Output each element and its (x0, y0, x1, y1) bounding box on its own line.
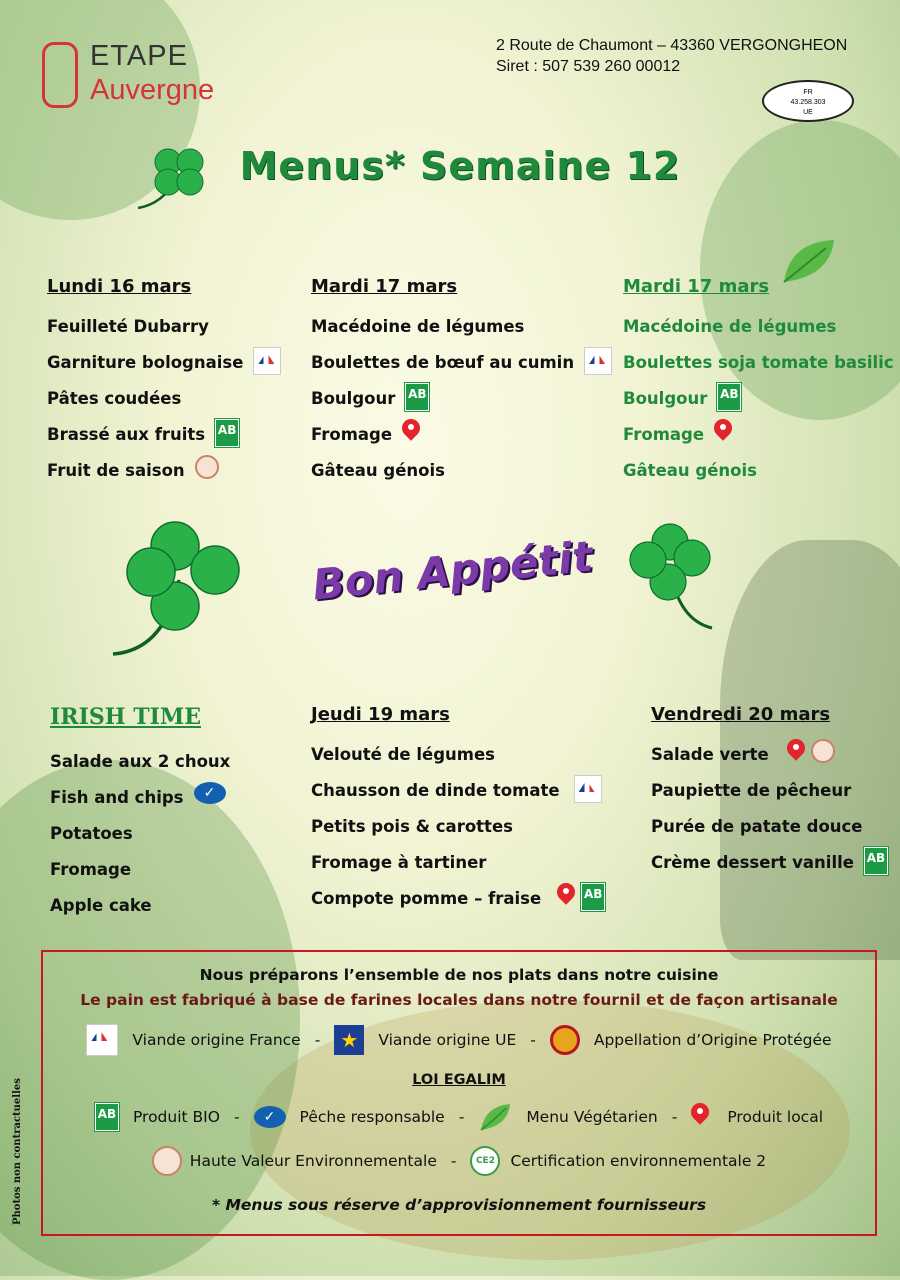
menu-item (50, 860, 230, 896)
legend-label: Pêche responsable (299, 1108, 445, 1126)
menu-item-label: Velouté de légumes (311, 745, 495, 764)
local-pin-icon (714, 419, 732, 443)
legend-label: Appellation d’Origine Protégée (593, 1031, 832, 1049)
menu-item-label: Apple cake (50, 896, 152, 915)
legend-label: Produit local (727, 1108, 824, 1126)
company-siret: Siret : 507 539 260 00012 (496, 58, 681, 75)
menu-item-label: Boulgour (623, 389, 708, 408)
menu-item (311, 889, 605, 925)
menu-item-label: Gâteau génois (623, 461, 757, 480)
legend-separator: - (530, 1031, 536, 1049)
menu-item-label: Boulettes soja tomate basilic (623, 353, 894, 372)
legend-row-origins (43, 1024, 875, 1056)
menu-item (311, 425, 612, 461)
supply-footnote: * Menus sous réserve d’approvisionnement fournisseurs (211, 1196, 707, 1214)
menu-item-label: Fromage (623, 425, 705, 444)
viande-france-icon (574, 775, 602, 803)
legend-label: Viande origine France (132, 1031, 301, 1049)
stamp-line: 43.258.303 (790, 99, 826, 106)
menu-item-label: Brassé aux fruits (47, 425, 206, 444)
menu-item-label: Macédoine de légumes (623, 317, 837, 336)
legend-bread-note: Le pain est fabriqué à base de farines locales dans notre fournil et de façon artisanale (80, 991, 838, 1009)
aop-icon (550, 1025, 580, 1055)
menu-item (311, 389, 612, 425)
menu-item-label: Compote pomme – fraise (311, 889, 542, 908)
menu-column-irish-time (50, 704, 230, 932)
stamp-line: FR (803, 89, 813, 96)
bon-appetit-heading: Bon Appétit (310, 531, 595, 610)
menu-item-label: Crème dessert vanille (651, 853, 854, 872)
legend-row-environment (43, 1146, 875, 1176)
menu-item-label: Gâteau génois (311, 461, 445, 480)
local-pin-icon (557, 883, 575, 907)
day-heading: Lundi 16 mars (47, 276, 192, 297)
four-leaf-clover-icon (105, 510, 250, 660)
bio-ab-icon: AB (864, 847, 888, 875)
day-heading: Mardi 17 mars (311, 276, 458, 297)
menu-item (651, 817, 888, 853)
menu-item (311, 317, 612, 353)
legend-separator: - (671, 1108, 678, 1126)
local-pin-icon (787, 739, 805, 763)
menu-column-jeudi (311, 704, 605, 925)
legend-label: Viande origine UE (378, 1031, 517, 1049)
menu-item (50, 896, 230, 932)
msc-icon: ✓ (194, 782, 226, 804)
hve-icon (811, 739, 835, 763)
menu-item-label: Paupiette de pêcheur (651, 781, 852, 800)
company-address: 2 Route de Chaumont – 43360 VERGONGHEON (496, 37, 848, 54)
menu-item (47, 461, 281, 497)
menu-item-label: Purée de patate douce (651, 817, 863, 836)
local-pin-icon (691, 1103, 713, 1131)
menu-item-label: Fruit de saison (47, 461, 185, 480)
irish-time-heading: IRISH TIME (50, 704, 201, 730)
eu-flag-icon: ★ (334, 1025, 364, 1055)
legend-separator: - (314, 1031, 321, 1049)
bio-ab-icon: AB (717, 383, 741, 411)
menu-item (311, 461, 612, 497)
stamp-line: UE (803, 109, 813, 116)
menu-item-label: Salade aux 2 choux (50, 752, 231, 771)
four-leaf-clover-icon (628, 520, 718, 635)
legend-box (41, 950, 877, 1236)
viande-france-icon (86, 1024, 118, 1056)
menu-item-label: Potatoes (50, 824, 133, 843)
viande-france-icon (584, 347, 612, 375)
loi-egalim-heading: LOI EGALIM (412, 1072, 506, 1088)
hve-icon (195, 455, 219, 479)
menu-item-label: Pâtes coudées (47, 389, 182, 408)
menu-column-lundi (47, 276, 281, 497)
photos-disclaimer: Photos non contractuelles (12, 1078, 23, 1225)
ce2-icon: CE2 (470, 1146, 500, 1176)
menu-item (311, 781, 605, 817)
legend-label: Produit BIO (132, 1108, 220, 1126)
menu-item (47, 425, 281, 461)
bio-ab-icon: AB (405, 383, 429, 411)
menu-item-label: Macédoine de légumes (311, 317, 525, 336)
legend-separator: - (450, 1152, 457, 1170)
menu-item (50, 824, 230, 860)
menu-item (623, 353, 894, 389)
bio-ab-icon: AB (215, 419, 239, 447)
menu-item-label: Chausson de dinde tomate (311, 781, 560, 800)
bio-ab-icon: AB (95, 1103, 119, 1131)
logo-text-auvergne: Auvergne (90, 74, 215, 106)
menu-item (651, 745, 888, 781)
menu-item (623, 425, 894, 461)
legend-kitchen-note: Nous préparons l’ensemble de nos plats dans notre cuisine (199, 966, 719, 984)
legend-label: Menu Végétarien (526, 1108, 658, 1126)
menu-item (651, 781, 888, 817)
menu-item (47, 389, 281, 425)
menu-item-label: Boulgour (311, 389, 396, 408)
menu-column-mardi-vegetarien (623, 276, 894, 497)
menu-item (651, 853, 888, 889)
menu-item-label: Fromage (50, 860, 132, 879)
menu-column-mardi (311, 276, 612, 497)
menu-item (623, 461, 894, 497)
day-heading: Vendredi 20 mars (651, 704, 831, 725)
menu-item (311, 353, 612, 389)
local-pin-icon (402, 419, 420, 443)
legend-row-egalim (43, 1102, 875, 1132)
logo-mark-icon (42, 42, 78, 108)
menu-item (47, 317, 281, 353)
day-heading: Jeudi 19 mars (311, 704, 450, 725)
menu-column-vendredi (651, 704, 888, 889)
menu-item-label: Fromage (311, 425, 393, 444)
legend-separator: - (233, 1108, 240, 1126)
hve-icon (152, 1146, 182, 1176)
bio-ab-icon: AB (581, 883, 605, 911)
day-heading: Mardi 17 mars (623, 276, 770, 297)
legend-label: Certification environnementale 2 (510, 1152, 767, 1170)
health-stamp (762, 80, 854, 122)
menu-item-label: Boulettes de bœuf au cumin (311, 353, 575, 372)
menu-item-label: Garniture bolognaise (47, 353, 244, 372)
menu-item (623, 389, 894, 425)
menu-item-label: Feuilleté Dubarry (47, 317, 209, 336)
viande-france-icon (253, 347, 281, 375)
logo-text-etape: ETAPE (90, 40, 188, 72)
legend-separator: - (458, 1108, 465, 1126)
page-title: Menus* Semaine 12 (239, 144, 681, 188)
menu-item-label: Fish and chips (50, 788, 184, 807)
vegetarian-leaf-icon (478, 1102, 512, 1132)
menu-item (47, 353, 281, 389)
menu-item-label: Petits pois & carottes (311, 817, 513, 836)
menu-item-label: Fromage à tartiner (311, 853, 487, 872)
menu-item (311, 817, 605, 853)
msc-icon: ✓ (254, 1106, 286, 1128)
legend-label: Haute Valeur Environnementale (189, 1152, 437, 1170)
menu-item-label: Salade verte (651, 745, 769, 764)
menu-item (50, 785, 230, 824)
menu-item (311, 745, 605, 781)
menu-item (623, 317, 894, 353)
